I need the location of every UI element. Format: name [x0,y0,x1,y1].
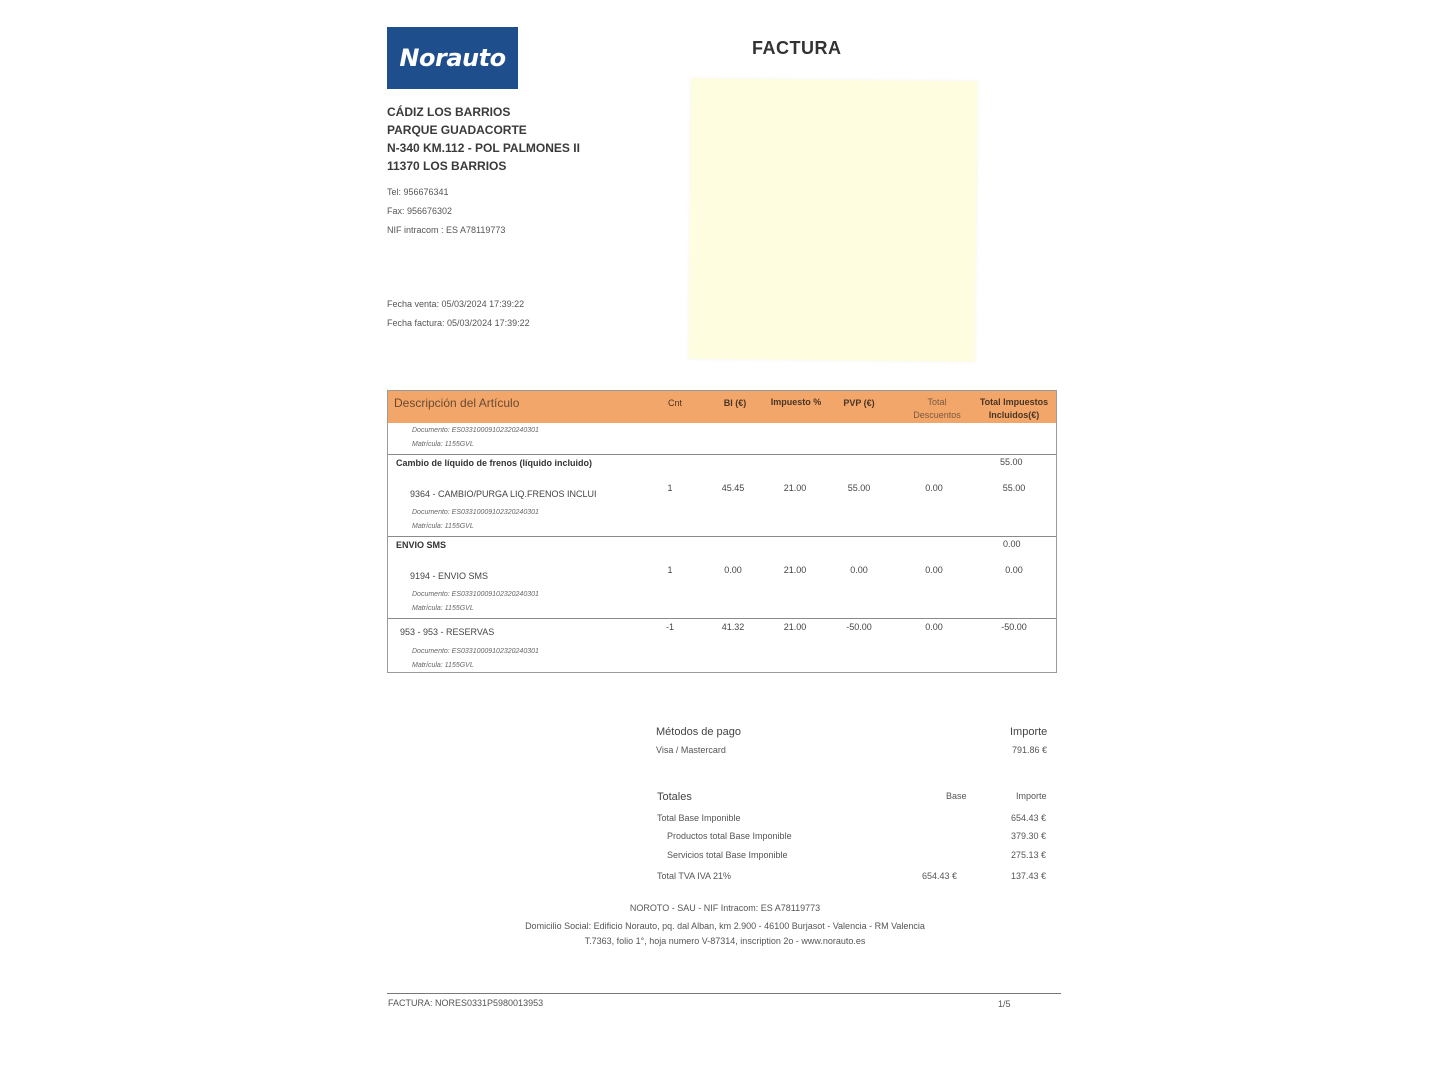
store-contact [387,183,505,240]
legal-line-3: T.7363, folio 1°, hoja numero V-87314, inscription 2o - www.norauto.es [584,936,866,946]
payment-amount-header: Importe [1010,726,1048,738]
totals-amount-header: Importe [1016,791,1047,801]
header-pvp: PVP (€) [843,398,875,408]
header-bi: BI (€) [723,398,747,408]
header-description: Descripción del Artículo [394,396,520,410]
payment-method: Visa / Mastercard [656,745,726,755]
iva-amount: 137.43 € [1011,871,1047,881]
invoice-table [387,390,1057,673]
item-discount: 0.00 [925,483,943,493]
store-line: N-340 KM.112 - POL PALMONES II [387,141,580,155]
item-bi: 45.45 [721,483,745,493]
header-tax: Impuesto % [770,397,822,407]
plate-ref: Matrícula: 1155GVL [412,662,474,669]
header-qty: Cnt [667,398,682,408]
store-line: CÁDIZ LOS BARRIOS [387,105,511,119]
item-bi: 41.32 [721,622,745,632]
footer-divider [387,993,1061,994]
legal-line-2: Domicilio Social: Edificio Norauto, pq. dal Alban, km 2.900 - 46100 Burjasot - Valencia - RM Valencia [525,921,925,931]
item-qty: 1 [667,565,673,575]
item-pvp: 0.00 [850,565,868,575]
item-tax: 21.00 [783,565,807,575]
item-tax: 21.00 [783,483,807,493]
item-pvp: -50.00 [846,622,872,632]
redaction-sticky-note [689,79,978,362]
sale-date: Fecha venta: 05/03/2024 17:39:22 [387,299,525,309]
store-fax: Fax: 956676302 [387,206,453,216]
base-imponible-value: 654.43 € [1011,813,1047,823]
item-discount: 0.00 [925,622,943,632]
legal-line-1: NOROTO - SAU - NIF Intracom: ES A78119773 [629,903,821,913]
invoice-dates [387,295,530,333]
iva-base: 654.43 € [922,871,958,881]
item-pvp: 55.00 [847,483,871,493]
totals-header: Totales [657,791,692,803]
iva-label: Total TVA IVA 21% [657,871,732,881]
group-total: 0.00 [1003,539,1021,549]
item-qty: -1 [665,622,674,632]
norauto-logo [387,27,518,89]
base-imponible-label: Total Base Imponible [657,813,741,823]
item-description: 953 - 953 - RESERVAS [400,627,495,637]
header-discounts: Total Descuentos [913,397,961,420]
item-total: 55.00 [1002,483,1026,493]
productos-label: Productos total Base Imponible [667,831,792,841]
item-bi: 0.00 [724,565,742,575]
header-total: Total Impuestos Incluidos(€) [979,397,1049,420]
row-separator [388,618,1056,619]
payment-amount: 791.86 € [1012,745,1048,755]
logo-text: Norauto [399,44,506,72]
plate-ref: Matrícula: 1155GVL [412,605,474,612]
plate-ref: Matrícula: 1155GVL [412,523,474,530]
store-line: PARQUE GUADACORTE [387,123,527,137]
document-ref: Documento: ES03310009102320240301 [412,591,539,598]
totals-base-header: Base [946,791,967,801]
item-qty: 1 [667,483,673,493]
payment-header: Métodos de pago [656,726,742,738]
group-name: ENVIO SMS [396,540,447,550]
item-total: -50.00 [1001,622,1027,632]
item-discount: 0.00 [925,565,943,575]
store-nif: NIF intracom : ES A78119773 [387,225,506,235]
store-line: 11370 LOS BARRIOS [387,159,507,173]
productos-value: 379.30 € [1011,831,1047,841]
store-tel: Tel: 956676341 [387,187,449,197]
item-tax: 21.00 [783,622,807,632]
footer-invoice-number: FACTURA: NORES0331P5980013953 [388,998,544,1008]
document-ref: Documento: ES03310009102320240301 [412,427,539,434]
item-description: 9364 - CAMBIO/PURGA LIQ.FRENOS INCLUI [410,489,597,499]
document-ref: Documento: ES03310009102320240301 [412,509,539,516]
row-separator [388,454,1056,455]
group-total: 55.00 [1000,457,1023,467]
store-address [387,103,580,175]
row-separator [388,536,1056,537]
footer-page-number: 1/5 [998,999,1011,1009]
servicios-label: Servicios total Base Imponible [667,850,788,860]
plate-ref: Matrícula: 1155GVL [412,441,474,448]
group-name: Cambio de líquido de frenos (líquido incluido) [396,458,592,468]
document-title: FACTURA [752,38,842,58]
table-header [388,391,1056,423]
servicios-value: 275.13 € [1011,850,1047,860]
invoice-date: Fecha factura: 05/03/2024 17:39:22 [387,318,530,328]
item-description: 9194 - ENVIO SMS [410,571,489,581]
item-total: 0.00 [1005,565,1023,575]
document-ref: Documento: ES03310009102320240301 [412,648,539,655]
